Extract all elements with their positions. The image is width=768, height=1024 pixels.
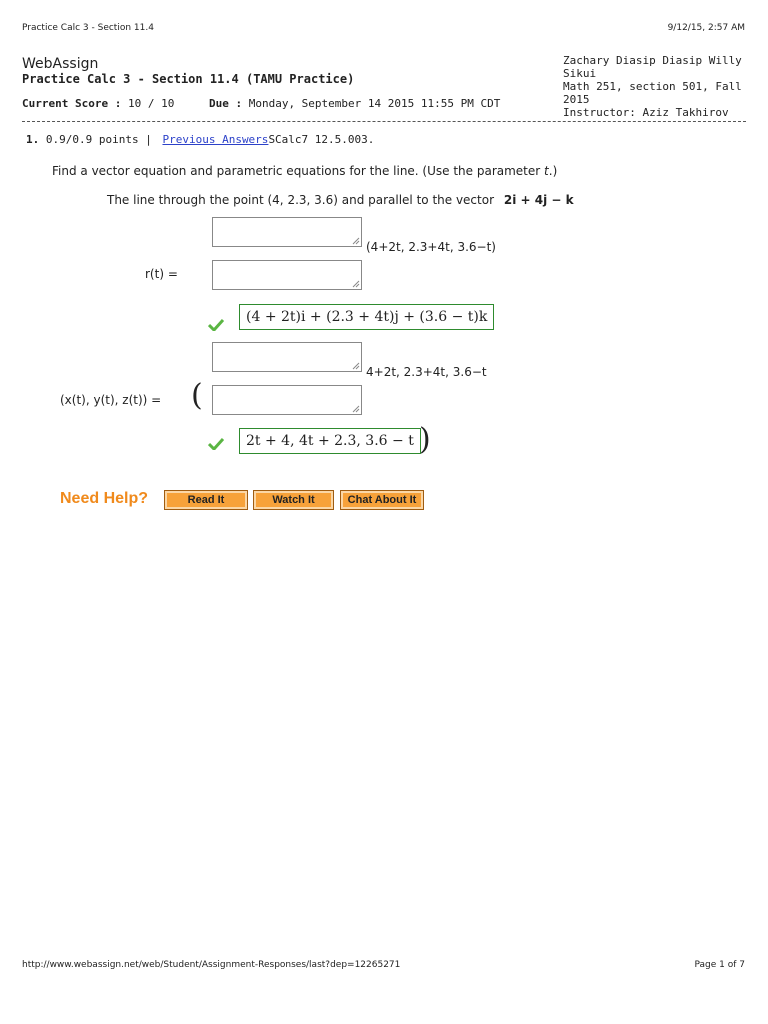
vector-text: 2i + 4j − k [503,193,574,207]
print-page-title: Practice Calc 3 - Section 11.4 [22,23,154,33]
check-icon [208,438,224,450]
score-row [22,97,500,110]
check-icon [208,319,224,331]
prompt-text: Find a vector equation and parametric equations for the line. (Use the parameter [52,164,545,178]
xyz-correct-answer: 2t + 4, 4t + 2.3, 3.6 − t [239,428,421,454]
line-desc-text: The line through the point (4, 2.3, 3.6) and parallel to the vector [107,193,495,207]
student-name: Zachary Diasip Diasip Willy Sikui [563,54,742,80]
brand-logo[interactable]: WebAssign [22,56,99,72]
print-timestamp: 9/12/15, 2:57 AM [667,23,745,33]
r-correct-answer: (4 + 2t)i + (2.3 + 4t)j + (3.6 − t)k [239,304,494,330]
resize-grip-icon[interactable] [352,362,360,370]
r-answer-field-1[interactable] [212,217,362,247]
question-points: 0.9/0.9 points | [45,133,152,146]
resize-grip-icon[interactable] [352,237,360,245]
footer-page-number: Page 1 of 7 [694,960,745,970]
question-number: 1. [26,133,40,146]
assignment-title: Practice Calc 3 - Section 11.4 (TAMU Practice) [22,72,355,86]
r-answer-field-2[interactable] [212,260,362,290]
score-value: 10 / 10 [127,97,175,110]
line-description [107,193,574,207]
xyz-label: (x(t), y(t), z(t)) = [60,393,162,407]
xyz-answer-field-2[interactable] [212,385,362,415]
r-typed-note: (4+2t, 2.3+4t, 3.6−t) [366,240,496,254]
prompt-end: .) [548,164,558,178]
score-label: Current Score : [22,97,122,110]
chat-about-it-button[interactable]: Chat About It [340,490,424,510]
prompt-param: t [544,164,549,178]
xyz-answer-field-1[interactable] [212,342,362,372]
resize-grip-icon[interactable] [352,405,360,413]
question-source: SCalc7 12.5.003. [268,133,375,146]
due-value: Monday, September 14 2015 11:55 PM CDT [248,97,501,110]
watch-it-button[interactable]: Watch It [253,490,334,510]
close-paren: ) [419,422,431,457]
course-info: Math 251, section 501, Fall 2015 [563,80,742,106]
read-it-button[interactable]: Read It [164,490,248,510]
need-help-label: Need Help? [60,490,149,507]
due-label: Due : [208,97,243,110]
question-header [26,133,374,146]
divider [22,121,746,122]
open-paren: ( [191,378,203,413]
xyz-typed-note: 4+2t, 2.3+4t, 3.6−t [366,365,487,379]
question-prompt [52,164,557,178]
instructor-info: Instructor: Aziz Takhirov [563,106,729,119]
resize-grip-icon[interactable] [352,280,360,288]
previous-answers-link[interactable]: Previous Answers [162,133,269,146]
footer-url: http://www.webassign.net/web/Student/Assignment-Responses/last?dep=12265271 [22,960,401,970]
r-label: r(t) = [145,267,178,281]
